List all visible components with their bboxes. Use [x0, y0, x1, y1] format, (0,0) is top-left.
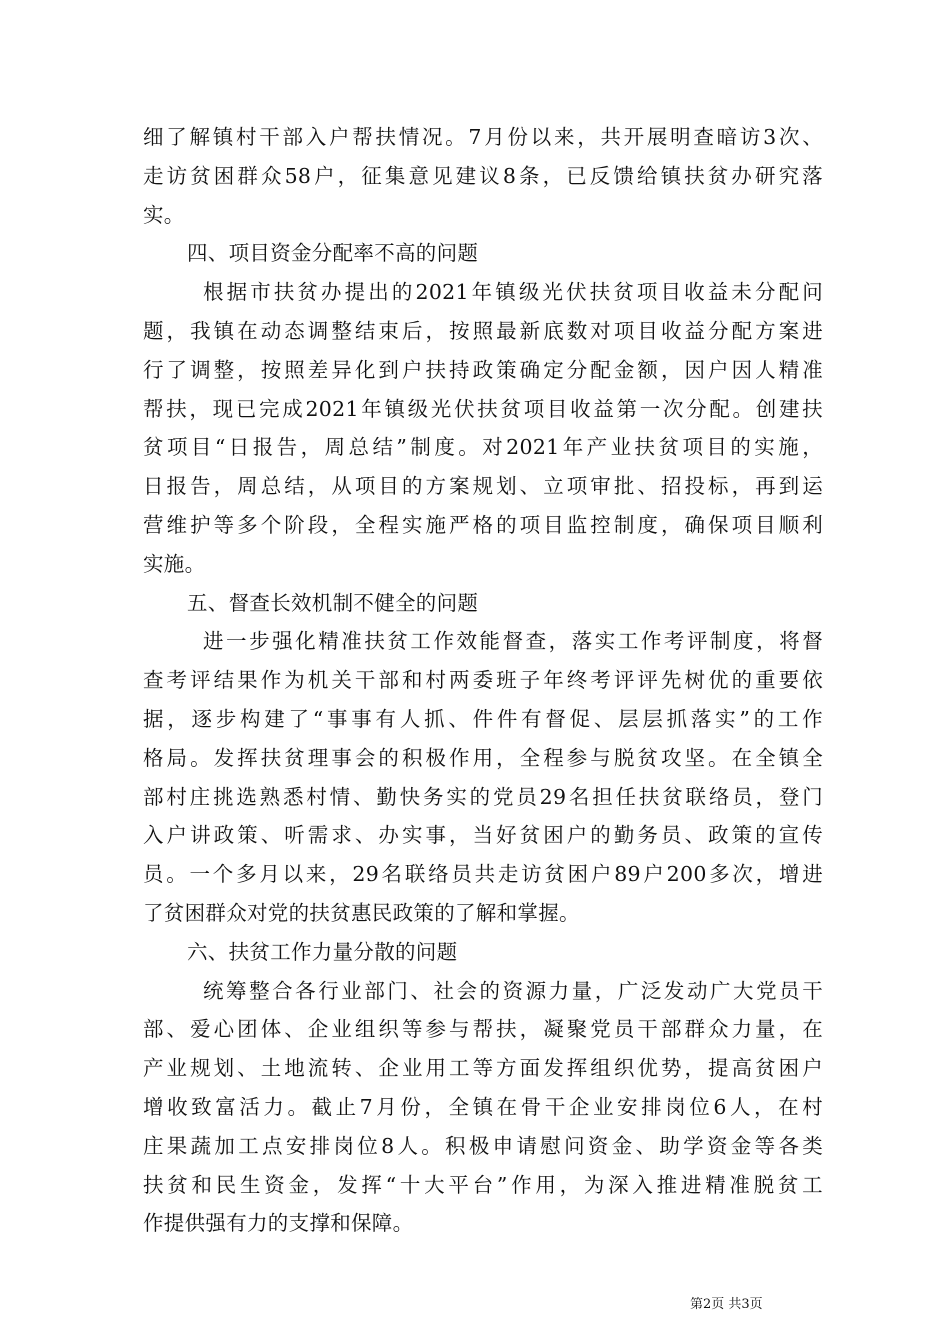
- text-line: 统筹整合各行业部门、社会的资源力量，广泛发动广大党员干: [203, 978, 823, 1003]
- text-line: 实。: [143, 202, 185, 227]
- text-line: 产业规划、土地流转、企业用工等方面发挥组织优势，提高贫困户: [143, 1056, 823, 1081]
- text-line: 实施。: [143, 551, 206, 576]
- section-heading: 五、督查长效机制不健全的问题: [187, 590, 479, 615]
- text-line: 格局。发挥扶贫理事会的积极作用，全程参与脱贫攻坚。在全镇全: [143, 745, 823, 770]
- text-line: 部、爱心团体、企业组织等参与帮扶，凝聚党员干部群众力量，在: [143, 1017, 823, 1042]
- text-line: 查考评结果作为机关干部和村两委班子年终考评评先树优的重要依: [143, 668, 823, 693]
- text-line: 帮扶，现已完成2021年镇级光伏扶贫项目收益第一次分配。创建扶: [143, 396, 823, 421]
- text-line: 扶贫和民生资金，发挥“十大平台”作用，为深入推进精准脱贫工: [143, 1172, 823, 1197]
- text-line: 据，逐步构建了“事事有人抓、件件有督促、层层抓落实”的工作: [143, 706, 823, 731]
- text-line: 走访贫困群众58户，征集意见建议8条，已反馈给镇扶贫办研究落: [143, 163, 823, 188]
- text-line: 入户讲政策、听需求、办实事，当好贫困户的勤务员、政策的宣传: [143, 823, 823, 848]
- document-body: [143, 118, 823, 1243]
- text-line: 行了调整，按照差异化到户扶持政策确定分配金额，因户因人精准: [143, 357, 823, 382]
- text-line: 了贫困群众对党的扶贫惠民政策的了解和掌握。: [143, 900, 580, 925]
- text-line: 增收致富活力。截止7月份，全镇在骨干企业安排岗位6人，在村: [143, 1094, 823, 1119]
- text-line: 题，我镇在动态调整结束后，按照最新底数对项目收益分配方案进: [143, 318, 823, 343]
- text-line: 贫项目“日报告，周总结”制度。对2021年产业扶贫项目的实施，: [143, 435, 823, 460]
- text-line: 员。一个多月以来，29名联络员共走访贫困户89户200多次，增进: [143, 862, 823, 887]
- section-heading: 六、扶贫工作力量分散的问题: [187, 939, 458, 964]
- page-number-footer: 第2页 共3页: [690, 1297, 763, 1312]
- text-line: 进一步强化精准扶贫工作效能督查，落实工作考评制度，将督: [203, 629, 823, 654]
- text-line: 部村庄挑选熟悉村情、勤快务实的党员29名担任扶贫联络员，登门: [143, 784, 823, 809]
- text-line: 根据市扶贫办提出的2021年镇级光伏扶贫项目收益未分配问: [203, 280, 823, 305]
- section-heading: 四、项目资金分配率不高的问题: [187, 241, 479, 266]
- text-line: 庄果蔬加工点安排岗位8人。积极申请慰问资金、助学资金等各类: [143, 1133, 823, 1158]
- text-line: 日报告，周总结，从项目的方案规划、立项审批、招投标，再到运: [143, 474, 823, 499]
- text-line: 细了解镇村干部入户帮扶情况。7月份以来，共开展明查暗访3次、: [143, 125, 823, 149]
- text-line: 营维护等多个阶段，全程实施严格的项目监控制度，确保项目顺利: [143, 512, 823, 537]
- text-line: 作提供强有力的支撑和保障。: [143, 1211, 414, 1236]
